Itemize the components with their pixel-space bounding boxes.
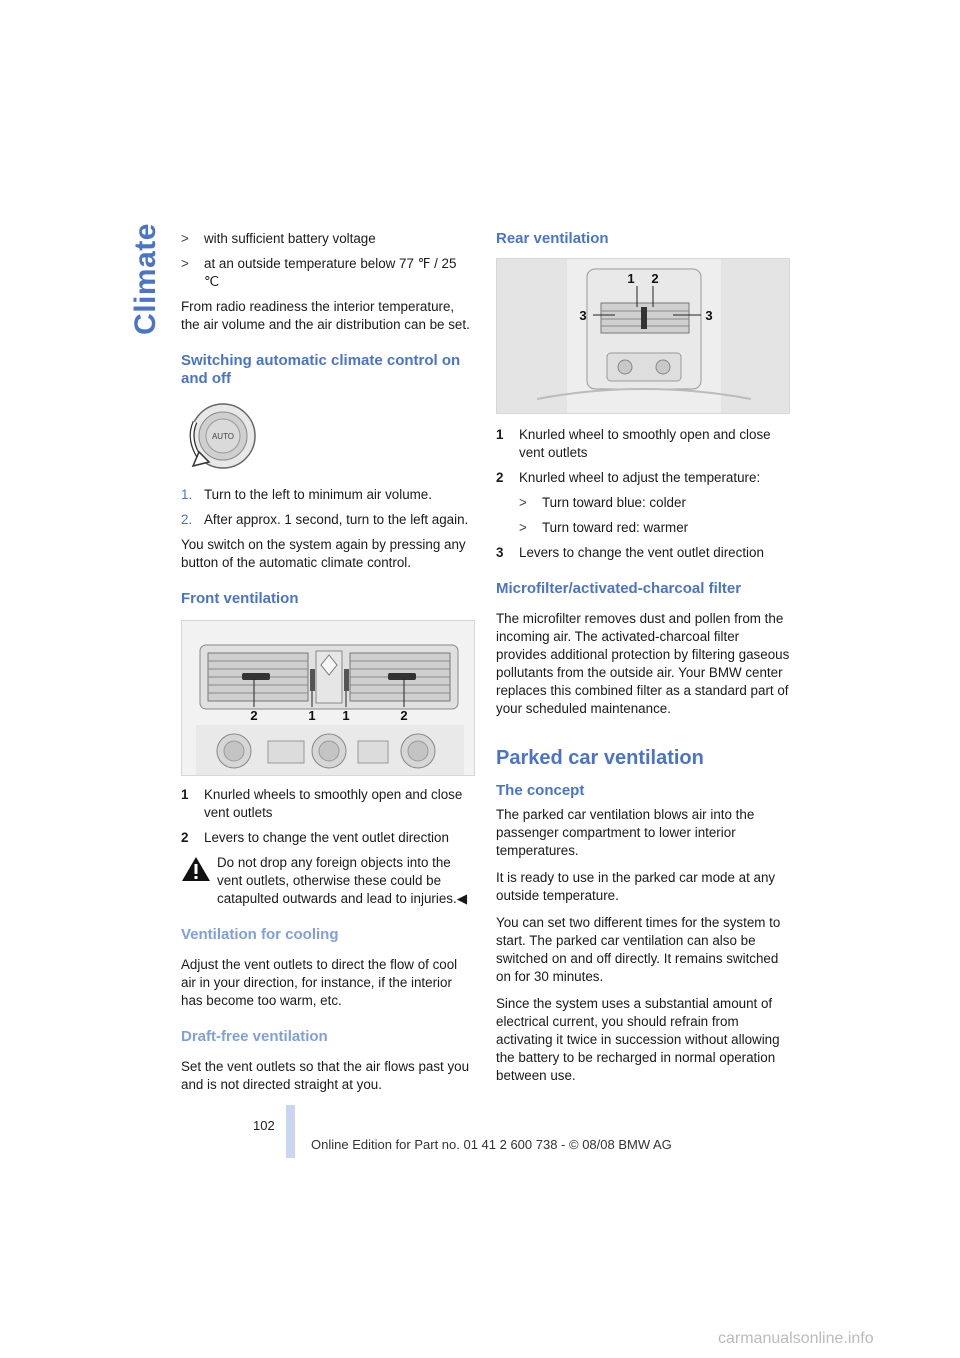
item-text: Knurled wheels to smoothly open and close vent outlets xyxy=(204,787,463,820)
list-item xyxy=(496,426,790,462)
heading-parked-car-ventilation: Parked car ventilation xyxy=(496,747,704,769)
front-vent-illustration xyxy=(182,621,475,776)
warning-note xyxy=(181,854,473,908)
microfilter-paragraph: The microfilter removes dust and pollen from the incoming air. The activated-charcoal filter provides additional protection by filtering gaseous pollutants from the outside air. Your BMW center replaces this combined filter as a standard part of your scheduled maintenance. xyxy=(496,611,790,716)
front-callout: 2 xyxy=(250,708,258,723)
bullet-marker: > xyxy=(181,231,189,246)
front-callout: 2 xyxy=(400,708,408,723)
list-item: > Turn toward red: warmer xyxy=(519,520,689,535)
concept-paragraph: You can set two different times for the system to start. The parked car ventilation can also be switched on and off directly. It remains switched on for 30 minutes. xyxy=(496,915,781,984)
rear-callout: 3 xyxy=(705,308,713,323)
rear-callout: 3 xyxy=(579,308,587,323)
item-number: 2 xyxy=(181,830,189,845)
item-number: 1 xyxy=(181,787,189,802)
list-item xyxy=(181,230,473,248)
bullet-text: at an outside temperature below 77 ℉ / 25 ℃ xyxy=(204,256,457,289)
rear-callout: 2 xyxy=(651,271,659,286)
heading-draft-free: Draft-free ventilation xyxy=(181,1028,328,1045)
item-text: Knurled wheel to smoothly open and close vent outlets xyxy=(519,427,771,460)
knob-label: AUTO xyxy=(211,432,235,441)
heading-switching: Switching automatic climate control on and off xyxy=(181,352,461,387)
radio-readiness-paragraph: From radio readiness the interior temperature, the air volume and the air distribution can be set. xyxy=(181,299,470,332)
list-item xyxy=(181,786,473,822)
knob-illustration xyxy=(181,400,261,472)
heading-concept: The concept xyxy=(496,782,585,799)
heading-ventilation-cooling: Ventilation for cooling xyxy=(181,926,339,943)
warning-icon xyxy=(181,856,211,882)
concept-paragraph: It is ready to use in the parked car mode at any outside temperature. xyxy=(496,870,776,903)
list-item xyxy=(496,544,790,562)
knob-figure xyxy=(181,400,261,472)
item-number: 3 xyxy=(496,545,504,560)
rear-ventilation-figure xyxy=(496,258,790,414)
front-ventilation-figure xyxy=(181,620,475,776)
heading-microfilter: Microfilter/activated-charcoal filter xyxy=(496,580,742,597)
chapter-tab xyxy=(128,223,162,356)
footer-edition: Online Edition for Part no. 01 41 2 600 738 - © 08/08 BMW AG xyxy=(311,1137,672,1152)
list-item xyxy=(496,469,790,487)
concept-paragraph: Since the system uses a substantial amount of electrical current, you should refrain from activating it twice in succession without allowing the battery to be recharged in normal operation between use. xyxy=(496,996,780,1083)
footer-bar xyxy=(286,1105,295,1158)
sub-bullet-text: Turn toward red: warmer xyxy=(542,520,689,535)
watermark: carmanualsonline.info xyxy=(718,1330,874,1347)
list-item: > Turn toward blue: colder xyxy=(519,495,686,510)
draft-free-paragraph: Set the vent outlets so that the air flows past you and is not directed straight at you. xyxy=(181,1059,470,1092)
step-text: Turn to the left to minimum air volume. xyxy=(204,487,432,502)
right-column xyxy=(496,230,790,1094)
heading-front-ventilation: Front ventilation xyxy=(181,590,299,607)
step-text: After approx. 1 second, turn to the left again. xyxy=(204,512,469,527)
item-text: Levers to change the vent outlet direction xyxy=(204,830,449,845)
bullet-text: with sufficient battery voltage xyxy=(204,231,376,246)
rear-callout: 1 xyxy=(627,271,635,286)
step-number: 1. xyxy=(181,487,193,502)
bullet-marker: > xyxy=(181,256,189,271)
step-number: 2. xyxy=(181,512,193,527)
list-item xyxy=(181,829,473,847)
front-callout: 1 xyxy=(308,708,316,723)
item-text: Levers to change the vent outlet direction xyxy=(519,545,764,560)
switch-on-paragraph: You switch on the system again by pressing any button of the automatic climate control. xyxy=(181,537,466,570)
left-column xyxy=(181,230,473,1103)
warning-text: Do not drop any foreign objects into the vent outlets, otherwise these could be catapulted outwards and lead to injuries.◀ xyxy=(217,855,467,906)
list-item xyxy=(181,255,473,291)
item-number: 1 xyxy=(496,427,504,442)
heading-rear-ventilation: Rear ventilation xyxy=(496,230,609,247)
rear-vent-illustration xyxy=(497,259,790,414)
concept-paragraph: The parked car ventilation blows air into the passenger compartment to lower interior temperatures. xyxy=(496,807,755,858)
list-item xyxy=(181,486,473,504)
list-item xyxy=(181,511,473,529)
page-number: 102 xyxy=(253,1118,275,1133)
chapter-title: Climate xyxy=(129,223,162,335)
item-text: Knurled wheel to adjust the temperature: xyxy=(519,470,761,485)
item-number: 2 xyxy=(496,470,504,485)
cooling-paragraph: Adjust the vent outlets to direct the flow of cool air in your direction, for instance, if the interior has become too warm, etc. xyxy=(181,957,458,1008)
sub-bullet-text: Turn toward blue: colder xyxy=(542,495,686,510)
front-callout: 1 xyxy=(342,708,350,723)
